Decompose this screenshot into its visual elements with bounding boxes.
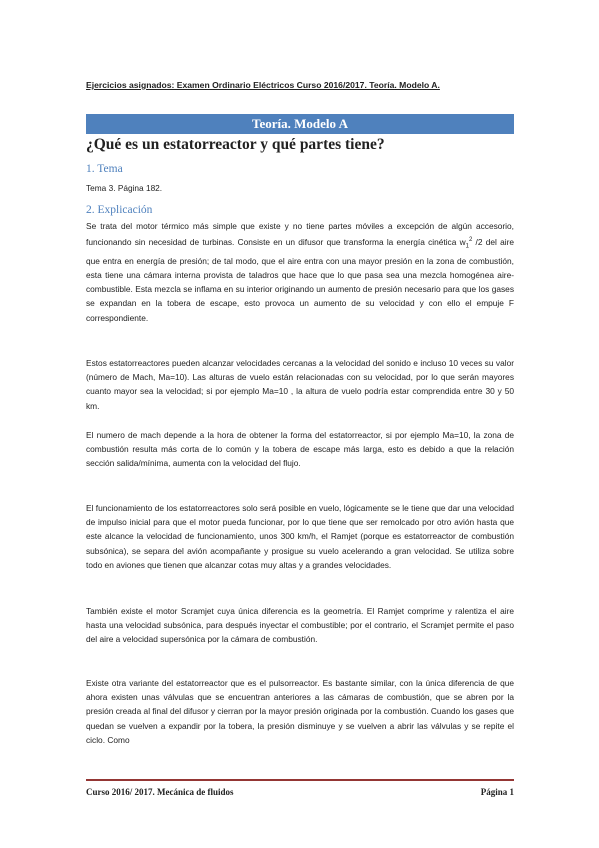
paragraph-5: También existe el motor Scramjet cuya única diferencia es la geometría. El Ramjet comprime y ralentiza el aire hasta una velocidad subsónica, para después inyectar el combustible; por el contrario, el Scramjet permite el paso del aire a velocidad supersónica por la cámara de combustión. [86,606,514,645]
question-title: ¿Qué es un estatorreactor y qué partes tiene? [86,136,385,153]
paragraph-6: Existe otra variante del estatorreactor que es el pulsorreactor. Es bastante similar, con la única diferencia de que ahora existen unas válvulas que se encuentran anteriores a las cámaras de combustión, que se abren por la presión creada al final del difusor y cierran por la mayor presión originada por la combustión. Cuando los gases que quedan se vuelven a expandir por la tobera, la presión disminuye y se vuelven a abrir las válvulas y se repite el ciclo. Como [86,678,514,745]
footer-page-number: Página 1 [480,787,514,797]
paragraph-4: El funcionamiento de los estatorreactores solo será posible en vuelo, lógicamente se le tiene que dar una velocidad de impulso inicial para que el motor pueda funcionar, por lo que tiene que ser remolcado por otro avión hasta que este alcance la velocidad de funcionamiento, unos 300 km/h, el Ramjet (porque es estatorreactor de combustión subsónica), se separa del avión acompañante y prosigue su vuelo acelerando a gran velocidad. Se utiliza sobre todo en aviones que tienen que alcanzar cotas muy altas y a grandes velocidades. [86,503,514,570]
paragraph-2: Estos estatorreactores pueden alcanzar velocidades cercanas a la velocidad del sonido e incluso 10 veces su valor (número de Mach, Ma=10). Las alturas de vuelo están relacionadas con su velocidad, por lo que serán mayores cuanto mayor sea la velocidad; si por ejemplo Ma=10 , la altura de vuelo podría estar comprendida entre 30 y 50 km. [86,358,514,411]
paragraph-3: El numero de mach depende a la hora de obtener la forma del estatorreactor, si por ejemplo Ma=10, la zona de combustión resulta más corta de lo común y la tobera de escape más larga, esto es debido a que la relación sección salida/mínima, aumenta con la velocidad del flujo. [86,430,514,469]
tema-text: Tema 3. Página 182. [86,183,163,193]
superscript-2: 2 [468,237,473,244]
paragraph-1 [86,219,514,325]
footer-rule [86,779,514,781]
subscript-1: 1 [465,243,469,250]
section-title-tema: 1. Tema [86,163,123,175]
paragraph-1-part-b: /2 del aire que entra en energía de presión; de tal modo, que el aire entra con una mayor presión en la zona de combustión, esta tiene una cámara interna provista de taladros que hace que lo que pasa sea una mezcla homogénea aire-combustible. Esta mezcla se inflama en su interior originando un aumento de presión necesario para que los gases se expandan en la tobera de escape, esto provoca un aumento de su velocidad y con ello el empuje F correspondiente. [86,236,515,323]
section-banner: Teoría. Modelo A [86,114,514,134]
footer-course: Curso 2016/ 2017. Mecánica de fluidos [86,787,234,797]
paragraph-1-part-a: Se trata del motor térmico más simple que existe y no tiene partes móviles a excepción de algún accesorio, funcionando sin necesidad de turbinas. Consiste en un difusor que transforma la energía cinética w [86,221,514,247]
section-title-explicacion: 2. Explicación [86,204,153,216]
document-header: Ejercicios asignados: Examen Ordinario Eléctricos Curso 2016/2017. Teoría. Modelo A. [86,80,440,90]
